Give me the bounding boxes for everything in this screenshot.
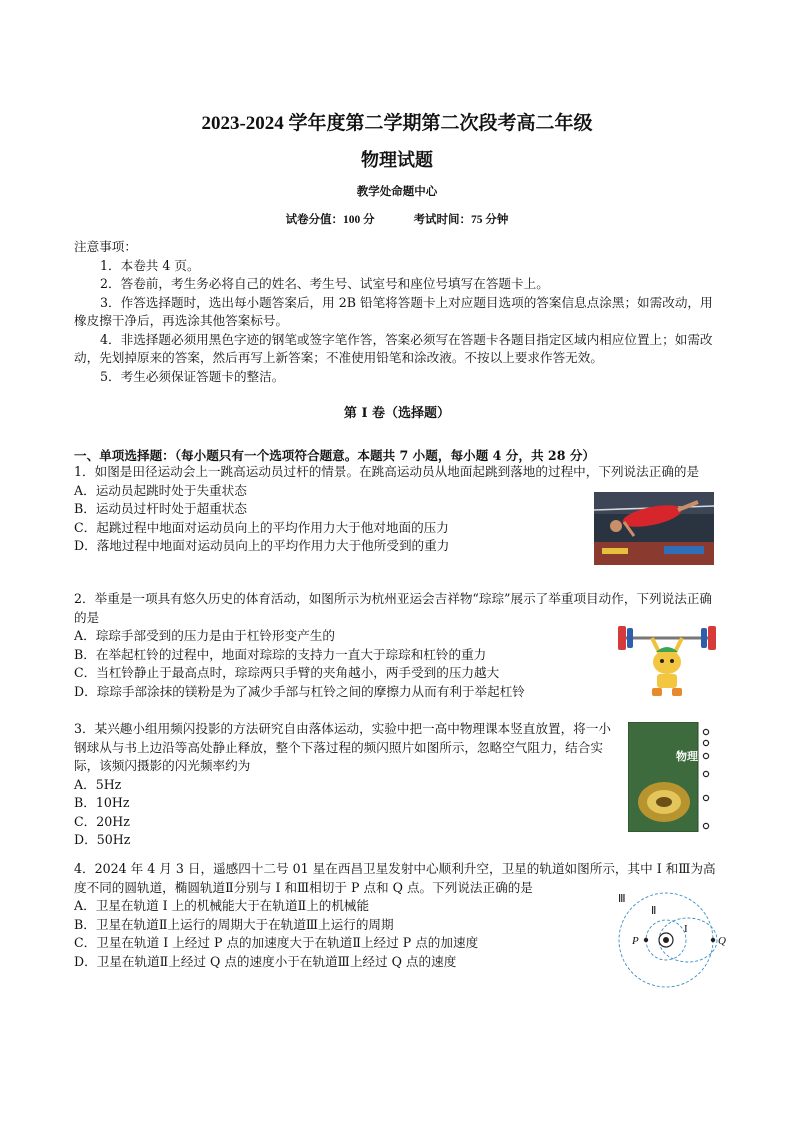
option-a: A．卫星在轨道 I 上的机械能大于在轨道Ⅱ上的机械能 xyxy=(74,898,370,913)
option-c: C．20Hz xyxy=(74,813,130,829)
question-stem: 1．如图是田径运动会上一跳高运动员过杆的情景。在跳高运动员从地面起跳到落地的过程中，下列说法正确的是 xyxy=(74,464,700,479)
option-b: B．10Hz xyxy=(74,795,130,810)
option-d: D．落地过程中地面对运动员向上的平均作用力大于他所受到的重力 xyxy=(74,538,450,553)
question-stem: 3．某兴趣小组用频闪投影的方法研究自由落体运动，实验中把一高中物理课本竖直放置，将一小钢球从与书上边沿等高处静止释放，整个下落过程的频闪照片如图所示，忽略空气阻力，结合实际，该频闪摄影的闪光频率约为 xyxy=(74,721,611,773)
note-item: 2．答卷前，考生务必将自己的姓名、考生号、试室号和座位号填写在答题卡上。 xyxy=(100,276,549,291)
option-d: D．琮琮手部涂抹的镁粉是为了减少手部与杠铃之间的摩擦力从而有利于举起杠铃 xyxy=(74,683,525,699)
high-jump-photo xyxy=(594,492,714,565)
note-item: 4．非选择题必须用黑色字迹的钢笔或签字笔作答，答案必须写在答题卡各题目指定区域内相应位置上；如需改动，先划掉原来的答案，然后再写上新答案；不准使用铅笔和涂改液。不按以上要求作答无效。 xyxy=(74,331,713,365)
note-item: 5．考生必须保证答题卡的整洁。 xyxy=(100,368,285,384)
subject-title: 物理试题 xyxy=(361,150,433,170)
orbit-label-3: Ⅲ xyxy=(618,893,626,905)
exam-info xyxy=(0,211,794,227)
question-stem: 2．举重是一项具有悠久历史的体育活动，如图所示为杭州亚运会吉祥物“琮琮”展示了举重项目动作，下列说法正确的是 xyxy=(74,591,712,625)
notes-block xyxy=(74,238,724,386)
time-info: 考试时间：75 分钟 xyxy=(413,214,509,226)
question-3 xyxy=(74,720,724,850)
option-c: C．起跳过程中地面对运动员向上的平均作用力大于他对地面的压力 xyxy=(74,519,449,535)
orbit-label-2: Ⅱ xyxy=(651,905,657,917)
option-a: A．琮琮手部受到的压力是由于杠铃形变产生的 xyxy=(74,628,335,643)
part-heading: 一、单项选择题：（每小题只有一个选项符合题意。本题共 7 小题，每小题 4 分，共 28 分） xyxy=(74,448,596,463)
option-b: B．卫星在轨道Ⅱ上运行的周期大于在轨道Ⅲ上运行的周期 xyxy=(74,916,394,932)
point-q-label: Q xyxy=(718,935,726,947)
section-title: 第 I 卷（选择题） xyxy=(343,406,451,421)
orbit-label-1: I xyxy=(684,923,688,935)
option-b: B．运动员过杆时处于超重状态 xyxy=(74,501,247,516)
mascot-weightlifting-illustration xyxy=(612,616,722,698)
note-item: 3．作答选择题时，选出每小题答案后，用 2B 铅笔将答题卡上对应题目选项的答案信息点涂黑；如需改动，用橡皮擦干净后，再选涂其他答案标号。 xyxy=(74,294,713,328)
physics-book-strobe-photo xyxy=(628,722,714,832)
option-d: D．50Hz xyxy=(74,832,131,847)
exam-title: 2023-2024 学年度第二学期第二次段考高二年级 xyxy=(201,113,593,134)
score-info: 试卷分值：100 分 xyxy=(285,214,375,226)
option-a: A．运动员起跳时处于失重状态 xyxy=(74,482,247,498)
orbit-diagram xyxy=(610,888,735,988)
author-line: 教学处命题中心 xyxy=(356,186,438,198)
note-item: 1．本卷共 4 页。 xyxy=(100,257,200,273)
option-c: C．当杠铃静止于最高点时，琮琮两只手臂的夹角越小，两手受到的压力越大 xyxy=(74,665,500,680)
notes-heading: 注意事项： xyxy=(74,239,137,254)
option-c: C．卫星在轨道 I 上经过 P 点的加速度大于在轨道Ⅱ上经过 P 点的加速度 xyxy=(74,935,479,950)
point-p-label: P xyxy=(632,935,639,947)
question-stem: 4．2024 年 4 月 3 日，遥感四十二号 01 星在西昌卫星发射中心顺利升空，卫星的轨道如图所示，其中 I 和Ⅲ为高度不同的圆轨道，椭圆轨道Ⅱ分别与 I 和Ⅲ相切于 P 点和 Q 点。下列说法正确的是 xyxy=(74,861,716,895)
book-title: 物理 xyxy=(676,750,698,763)
option-b: B．在举起杠铃的过程中，地面对琮琮的支持力一直大于琮琮和杠铃的重力 xyxy=(74,646,487,662)
option-d: D．卫星在轨道Ⅱ上经过 Q 点的速度小于在轨道Ⅲ上经过 Q 点的速度 xyxy=(74,953,457,969)
option-a: A．5Hz xyxy=(74,776,122,792)
